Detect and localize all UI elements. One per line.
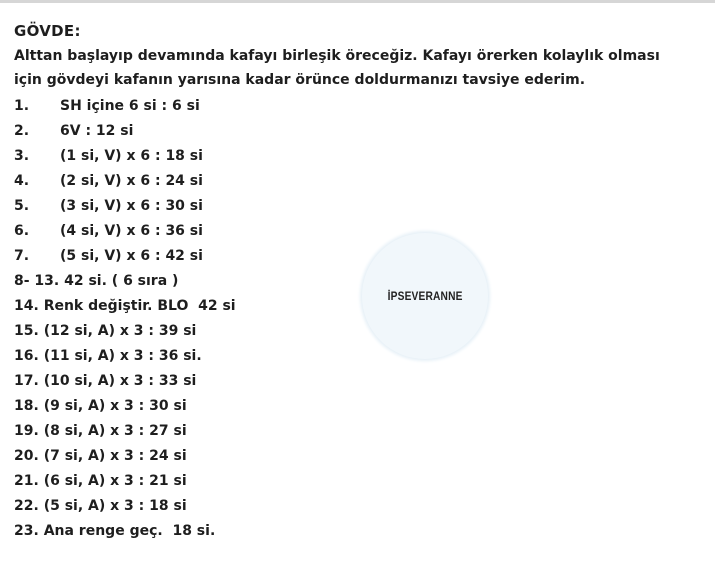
- pattern-row: [14, 219, 714, 244]
- row-number: 2.: [14, 123, 30, 139]
- row-number: 3.: [14, 148, 30, 164]
- row-number: 5.: [14, 198, 30, 214]
- pattern-row: [14, 494, 714, 519]
- row-number: 18.: [14, 398, 39, 414]
- row-instruction: (7 si, A) x 3 : 24 si: [43, 448, 187, 464]
- pattern-row: [14, 169, 714, 194]
- row-instruction: (12 si, A) x 3 : 39 si: [43, 323, 197, 339]
- watermark-badge: [362, 233, 488, 359]
- pattern-row: [14, 369, 714, 394]
- row-number: 16.: [14, 348, 39, 364]
- row-number: 14.: [14, 298, 39, 314]
- row-instruction: (5 si, A) x 3 : 18 si: [43, 498, 187, 514]
- row-number: 23.: [14, 523, 39, 539]
- row-list: [14, 94, 714, 544]
- pattern-row: [14, 194, 714, 219]
- row-number: 7.: [14, 248, 30, 264]
- intro-line-2: için gövdeyi kafanın yarısına kadar örünce doldurmanızı tavsiye ederim.: [14, 72, 586, 88]
- row-instruction: (6 si, A) x 3 : 21 si: [43, 473, 187, 489]
- pattern-row: [14, 419, 714, 444]
- row-instruction: 6V : 12 si: [60, 123, 134, 139]
- pattern-row: [14, 444, 714, 469]
- row-number: 6.: [14, 223, 30, 239]
- row-number: 22.: [14, 498, 39, 514]
- section-heading: GÖVDE:: [14, 22, 81, 40]
- pattern-row: [14, 319, 714, 344]
- pattern-row: [14, 144, 714, 169]
- row-number: 15.: [14, 323, 39, 339]
- pattern-row: [14, 519, 714, 544]
- row-number: 8- 13.: [14, 273, 60, 289]
- pattern-row: [14, 119, 714, 144]
- pattern-row: [14, 244, 714, 269]
- row-instruction: Ana renge geç. 18 si.: [43, 523, 216, 539]
- row-number: 21.: [14, 473, 39, 489]
- row-number: 4.: [14, 173, 30, 189]
- row-instruction: (3 si, V) x 6 : 30 si: [60, 198, 203, 214]
- row-number: 17.: [14, 373, 39, 389]
- pattern-row: [14, 94, 714, 119]
- row-instruction: (11 si, A) x 3 : 36 si.: [43, 348, 202, 364]
- row-instruction: (10 si, A) x 3 : 33 si: [43, 373, 197, 389]
- row-instruction: (8 si, A) x 3 : 27 si: [43, 423, 187, 439]
- pattern-row: [14, 469, 714, 494]
- pattern-row: [14, 344, 714, 369]
- row-number: 20.: [14, 448, 39, 464]
- row-instruction: (4 si, V) x 6 : 36 si: [60, 223, 203, 239]
- row-instruction: (5 si, V) x 6 : 42 si: [60, 248, 203, 264]
- row-instruction: (9 si, A) x 3 : 30 si: [43, 398, 187, 414]
- row-instruction: Renk değiştir. BLO 42 si: [43, 298, 236, 314]
- intro-line-1: Alttan başlayıp devamında kafayı birleşik öreceğiz. Kafayı örerken kolaylık olması: [14, 48, 660, 64]
- row-number: 1.: [14, 98, 30, 114]
- top-divider: [0, 0, 715, 3]
- row-number: 19.: [14, 423, 39, 439]
- pattern-row: [14, 394, 714, 419]
- row-instruction: 42 si. ( 6 sıra ): [64, 273, 179, 289]
- row-instruction: SH içine 6 si : 6 si: [60, 98, 200, 114]
- row-instruction: (1 si, V) x 6 : 18 si: [60, 148, 203, 164]
- watermark-text: İPSEVERANNE: [387, 289, 463, 303]
- row-instruction: (2 si, V) x 6 : 24 si: [60, 173, 203, 189]
